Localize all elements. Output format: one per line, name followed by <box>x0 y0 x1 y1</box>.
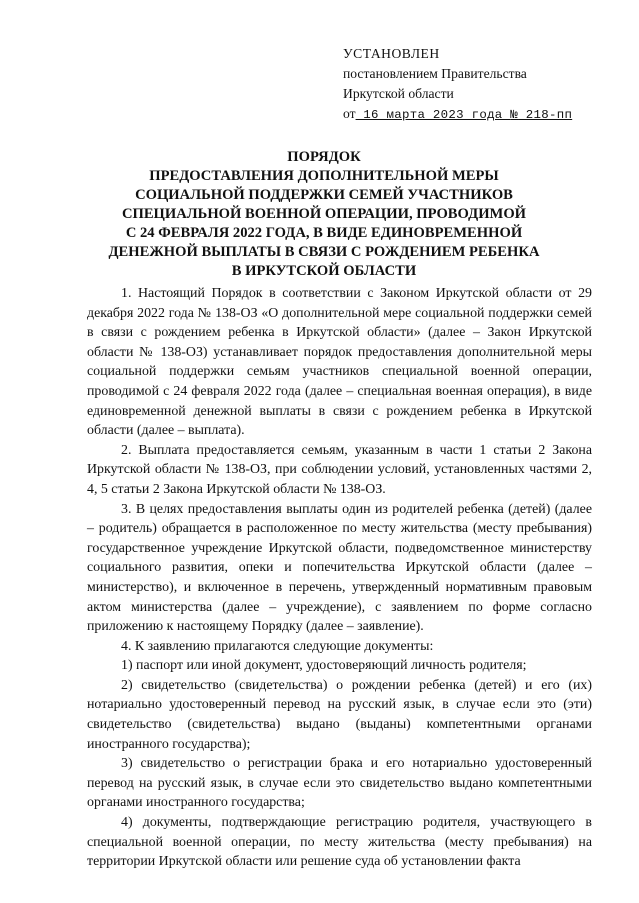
title-line: ДЕНЕЖНОЙ ВЫПЛАТЫ В СВЯЗИ С РОЖДЕНИЕМ РЕБЕНКА <box>108 244 540 260</box>
approval-date: 16 марта 2023 года <box>355 108 511 122</box>
approval-date-line <box>343 104 623 125</box>
approval-number: 218-пп <box>518 108 573 122</box>
approval-stamp <box>343 44 623 125</box>
title-line: В ИРКУТСКОЙ ОБЛАСТИ <box>231 263 417 279</box>
list-item-4: 4) документы, подтверждающие регистрацию родителя, участвующего в специальной военной операции, по месту жительства (месту пребывания) на территории Иркутской области или решение суда об установлении факта <box>87 815 592 870</box>
title-line: СОЦИАЛЬНОЙ ПОДДЕРЖКИ СЕМЕЙ УЧАСТНИКОВ <box>135 187 513 203</box>
document-body <box>87 284 592 872</box>
approval-region: Иркутской области <box>343 86 454 101</box>
paragraph-4: 4. К заявлению прилагаются следующие документы: <box>121 638 434 654</box>
list-item-2: 2) свидетельство (свидетельства) о рождении ребенка (детей) и его (их) нотариально удостоверенный перевод на русский язык, в случае если это (эти) свидетельство (свидетельства) выдано (выданы) компетентными органами иностранного государства); <box>87 677 592 752</box>
list-item-3: 3) свидетельство о регистрации брака и его нотариально удостоверенный перевод на русский язык, в случае если это свидетельство выдано компетентными органами иностранного государства; <box>87 756 592 811</box>
title-line: ПОРЯДОК <box>287 149 361 165</box>
approval-authority: постановлением Правительства <box>343 66 527 81</box>
approval-date-prefix: от <box>343 106 356 121</box>
paragraph-2: 2. Выплата предоставляется семьям, указанным в части 1 статьи 2 Закона Иркутской области № 138-ОЗ, при соблюдении условий, установленных частями 2, 4, 5 статьи 2 Закона Иркутской области № 138-ОЗ. <box>87 442 592 497</box>
paragraph-3: 3. В целях предоставления выплаты один из родителей ребенка (детей) (далее – родитель) обращается в расположенное по месту жительства (месту пребывания) государственное учреждение Иркутской области, подведомственное министерству социального развития, опеки и попечительства Иркутской области (далее – министерство), и включенное в перечень, утвержденный нормативным правовым актом министерства (далее – учреждение), с заявлением по форме согласно приложению к настоящему Порядку (далее – заявление). <box>87 501 592 635</box>
title-line: ПРЕДОСТАВЛЕНИЯ ДОПОЛНИТЕЛЬНОЙ МЕРЫ <box>149 168 499 184</box>
title-line: СПЕЦИАЛЬНОЙ ВОЕННОЙ ОПЕРАЦИИ, ПРОВОДИМОЙ <box>121 206 527 222</box>
paragraph-1: 1. Настоящий Порядок в соответствии с Законом Иркутской области от 29 декабря 2022 года № 138-ОЗ «О дополнительной мере социальной поддержки семей в связи с рождением ребенка в Иркутской области» (далее – Закон Иркутской области № 138-ОЗ) устанавливает порядок предоставления дополнительной меры социальной поддержки семьям участников специальной военной операции, проводимой с 24 февраля 2022 года (далее – специальная военная операция), в виде единовременной денежной выплаты в связи с рождением ребенка в Иркутской области (далее – выплата). <box>87 286 592 439</box>
document-title <box>60 148 588 281</box>
approval-number-sign: № <box>510 108 519 122</box>
approval-heading: УСТАНОВЛЕН <box>343 46 440 61</box>
list-item-1: 1) паспорт или иной документ, удостоверяющий личность родителя; <box>121 658 527 674</box>
title-line: С 24 ФЕВРАЛЯ 2022 ГОДА, В ВИДЕ ЕДИНОВРЕМЕННОЙ <box>125 225 523 241</box>
